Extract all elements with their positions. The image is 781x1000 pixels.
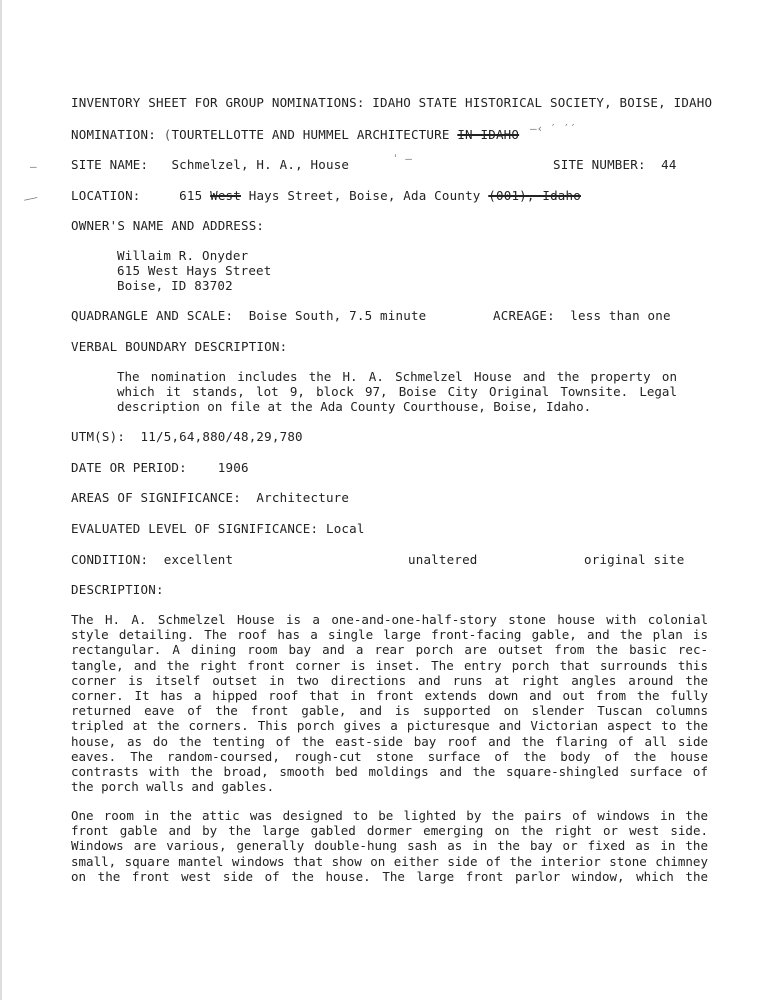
location-struck-county-code: (001), Idaho <box>488 188 581 203</box>
evaluated-value: Local <box>325 521 365 536</box>
utm-value: 11/5,64,880/48,29,780 <box>140 429 303 444</box>
date-row <box>71 460 249 475</box>
boundary-line: description on file at the Ada County Courthouse, Boise, Idaho. <box>117 399 592 415</box>
owner-line: Boise, ID 83702 <box>117 278 233 293</box>
acreage-row <box>493 308 671 323</box>
location-row <box>71 188 581 203</box>
scan-edge <box>0 0 2 1000</box>
location-label: LOCATION: <box>71 188 141 203</box>
condition-label: CONDITION: <box>71 552 149 567</box>
handwritten-paren-mark: ( <box>163 127 172 142</box>
description-line: One room in the attic was designed to be lighted by the pairs of windows in the <box>71 808 708 823</box>
evaluated-label: EVALUATED LEVEL OF SIGNIFICANCE: <box>71 521 319 536</box>
boundary-paragraph <box>117 369 677 415</box>
date-value: 1906 <box>217 460 249 475</box>
areas-label: AREAS OF SIGNIFICANCE: <box>71 490 241 505</box>
description-paragraph-2 <box>71 808 708 884</box>
description-label: DESCRIPTION: <box>71 582 164 597</box>
site-name-label: SITE NAME: <box>71 157 149 172</box>
condition-value-3: original site <box>584 552 685 567</box>
acreage-value: less than one <box>570 308 671 323</box>
site-number-label: SITE NUMBER: <box>553 157 646 172</box>
location-number: 615 <box>179 188 203 203</box>
owner-line: 615 West Hays Street <box>117 263 272 278</box>
location-street-name: Hays <box>248 188 280 203</box>
description-line: rectangular. A dining room bay and a rear porch are outset from the basic rec- <box>71 642 708 658</box>
quadrangle-label: QUADRANGLE AND SCALE: <box>71 308 234 323</box>
areas-row <box>71 490 349 505</box>
nomination-label: NOMINATION: <box>71 127 156 142</box>
sheet-header: INVENTORY SHEET FOR GROUP NOMINATIONS: IDAHO STATE HISTORICAL SOCIETY, BOISE, IDAHO <box>71 95 713 110</box>
description-line: tripled at the corners. This porch gives a picturesque and Victorian aspect to the <box>71 718 708 734</box>
date-label: DATE OR PERIOD: <box>71 460 187 475</box>
location-city-county: , Boise, Ada County <box>333 188 481 203</box>
site-name-row <box>71 157 349 172</box>
site-number-row <box>553 157 677 172</box>
evaluated-row <box>71 521 365 536</box>
handwritten-mark: —‹ ′ ′′ <box>530 122 577 135</box>
quadrangle-row <box>71 308 426 323</box>
location-struck-west: West <box>210 188 241 203</box>
site-name-value: Schmelzel, H. A., House <box>171 157 350 172</box>
acreage-label: ACREAGE: <box>493 308 555 323</box>
description-line: returned eave of the front gable, and is supported on slender Tuscan columns <box>71 703 708 719</box>
nomination-row <box>71 127 519 142</box>
owner-label: OWNER'S NAME AND ADDRESS: <box>71 218 265 233</box>
margin-pen-mark: —— <box>22 190 39 207</box>
description-line: tangle, and the right front corner is inset. The entry porch that surrounds this <box>71 657 708 673</box>
description-line: the porch walls and gables. <box>71 779 275 795</box>
margin-pen-mark: — <box>30 160 37 173</box>
quadrangle-value: Boise South, 7.5 minute <box>248 308 427 323</box>
boundary-line: which it stands, lot 9, block 97, Boise City Original Townsite. Legal <box>117 384 677 400</box>
owner-line: Willaim R. Onyder <box>117 248 249 263</box>
boundary-line: The nomination includes the H. A. Schmelzel House and the property on <box>117 369 677 384</box>
handwritten-mark: ˈ – <box>392 152 412 165</box>
description-line: eaves. The random-coursed, rough-cut stone surface of the body of the house <box>71 748 708 764</box>
description-line: corner. It has a hipped roof that in front extends down and out from the fully <box>71 688 708 704</box>
condition-value-1: excellent <box>163 552 234 567</box>
description-line: house, as do the tenting of the east-side bay roof and the flaring of all side <box>71 733 708 749</box>
boundary-label: VERBAL BOUNDARY DESCRIPTION: <box>71 339 288 354</box>
description-line: contrasts with the broad, smooth bed moldings and the square-shingled surface of <box>71 764 708 780</box>
condition-value-2: unaltered <box>408 552 478 567</box>
areas-value: Architecture <box>256 490 350 505</box>
site-number-value: 44 <box>661 157 677 172</box>
description-line: front gable and by the large gabled dormer emerging on the right or west side. <box>71 823 708 839</box>
description-line: Windows are various, generally double-hung sash as in the bay or fixed as in the <box>71 838 708 854</box>
description-line: corner is itself outset in two directions and runs at right angles around the <box>71 672 708 688</box>
condition-row <box>71 552 233 567</box>
description-line: on the front west side of the house. The large front parlor window, which the <box>71 868 708 884</box>
description-paragraph-1 <box>71 612 708 794</box>
utm-row <box>71 429 303 444</box>
location-street-word: Street <box>287 188 334 203</box>
nomination-value: TOURTELLOTTE AND HUMMEL ARCHITECTURE <box>171 127 450 142</box>
description-line: small, square mantel windows that show on either side of the interior stone chimney <box>71 853 708 869</box>
nomination-struck-text: IN IDAHO <box>457 127 520 142</box>
description-line: The H. A. Schmelzel House is a one-and-one-half-story stone house with colonial <box>71 612 708 627</box>
description-line: style detailing. The roof has a single large front-facing gable, and the plan is <box>71 627 708 643</box>
utm-label: UTM(S): <box>71 429 126 444</box>
